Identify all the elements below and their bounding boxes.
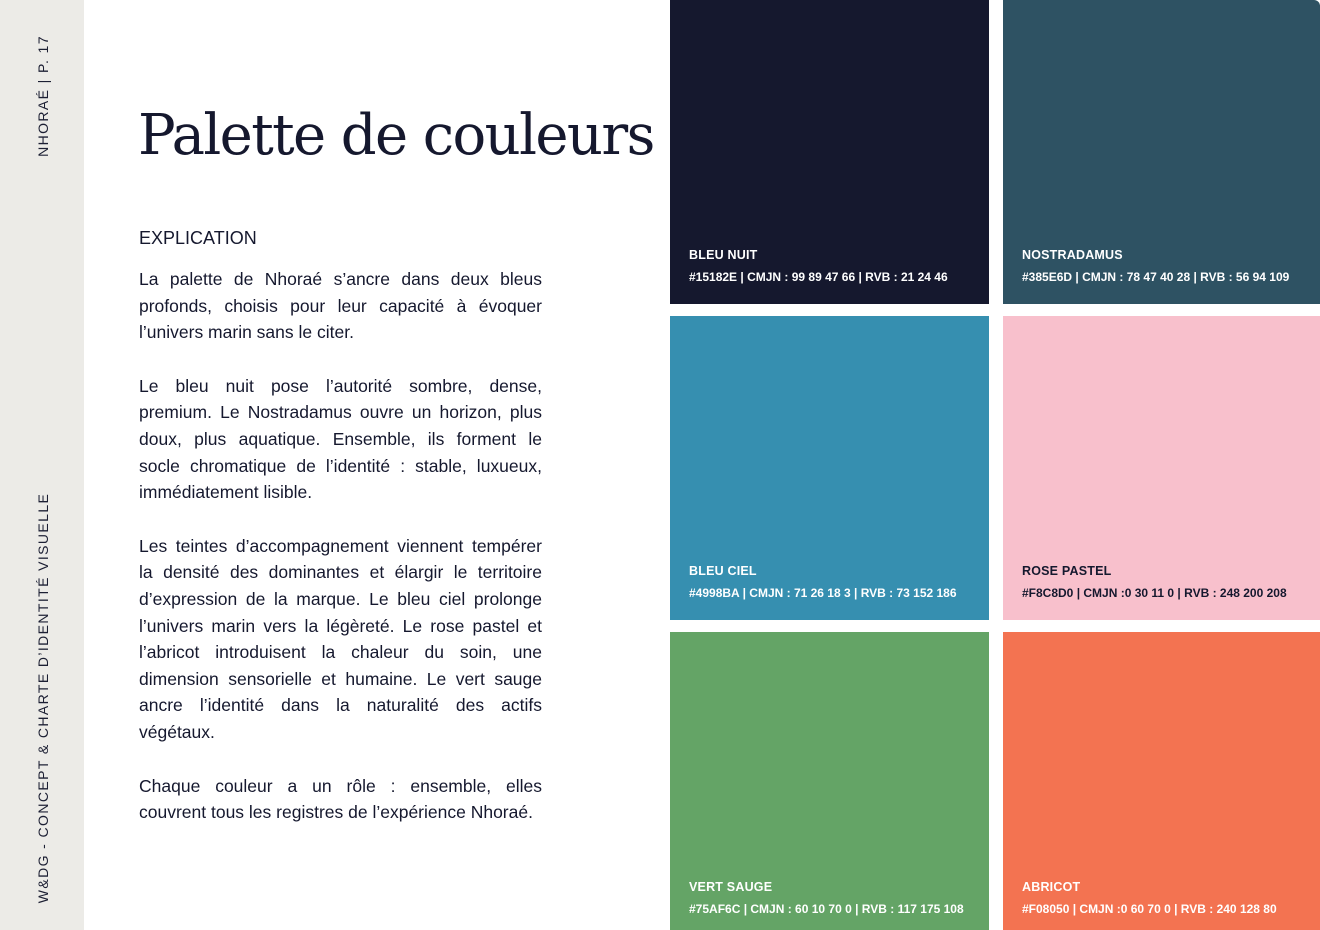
page-title: Palette de couleurs [138,103,654,168]
swatch-code: #15182E | CMJN : 99 89 47 66 | RVB : 21 24 46 [689,270,948,284]
swatch-name: VERT SAUGE [689,880,773,894]
swatch-code: #4998BA | CMJN : 71 26 18 3 | RVB : 73 152 186 [689,586,957,600]
swatch-name: ABRICOT [1022,880,1081,894]
paragraph: Les teintes d’accompagnement viennent tempérer la densité des dominantes et élargir le territoire d’expression de la marque. Le bleu ciel prolonge l’univers marin vers la légèreté. Le rose pastel et l’abricot introduisent la chaleur du soin, une dimension sensorielle et humaine. Le vert sauge ancre l’identité dans la naturalité des actifs végétaux. [139,535,542,742]
swatch-name: BLEU NUIT [689,248,758,262]
page-marker [35,35,51,157]
swatch-bleu-ciel [670,316,989,620]
paragraph: La palette de Nhoraé s’ancre dans deux bleus profonds, choisis pour leur capacité à évoquer l’univers marin sans le citer. [139,269,542,343]
page-marker-label: NHORAÉ | P. 17 [35,35,51,157]
swatch-name: ROSE PASTEL [1022,564,1112,578]
swatch-code: #F8C8D0 | CMJN :0 30 11 0 | RVB : 248 200 208 [1022,586,1287,600]
paragraph: Chaque couleur a un rôle : ensemble, elles couvrent tous les registres de l’expérience Nhoraé. [139,775,542,823]
swatch-abricot [1003,632,1320,930]
swatch-code: #385E6D | CMJN : 78 47 40 28 | RVB : 56 94 109 [1022,270,1290,284]
swatch-name: NOSTRADAMUS [1022,248,1123,262]
document-title-label: W&DG - CONCEPT & CHARTE D’IDENTITÉ VISUELLE [35,492,51,904]
swatch-code: #F08050 | CMJN :0 60 70 0 | RVB : 240 128 80 [1022,902,1277,916]
explanation-text [139,266,542,853]
swatch-nostradamus [1003,0,1320,304]
swatch-code: #75AF6C | CMJN : 60 10 70 0 | RVB : 117 175 108 [689,902,964,916]
document-title-vertical [35,493,51,904]
paragraph: Le bleu nuit pose l’autorité sombre, dense, premium. Le Nostradamus ouvre un horizon, plus doux, plus aquatique. Ensemble, ils forment le socle chromatique de l’identité : stable, luxueux, immédiatement lisible. [139,375,542,503]
swatch-vert-sauge [670,632,989,930]
swatch-rose-pastel [1003,316,1320,620]
section-label: EXPLICATION [139,228,257,248]
swatch-bleu-nuit [670,0,989,304]
swatch-name: BLEU CIEL [689,564,757,578]
